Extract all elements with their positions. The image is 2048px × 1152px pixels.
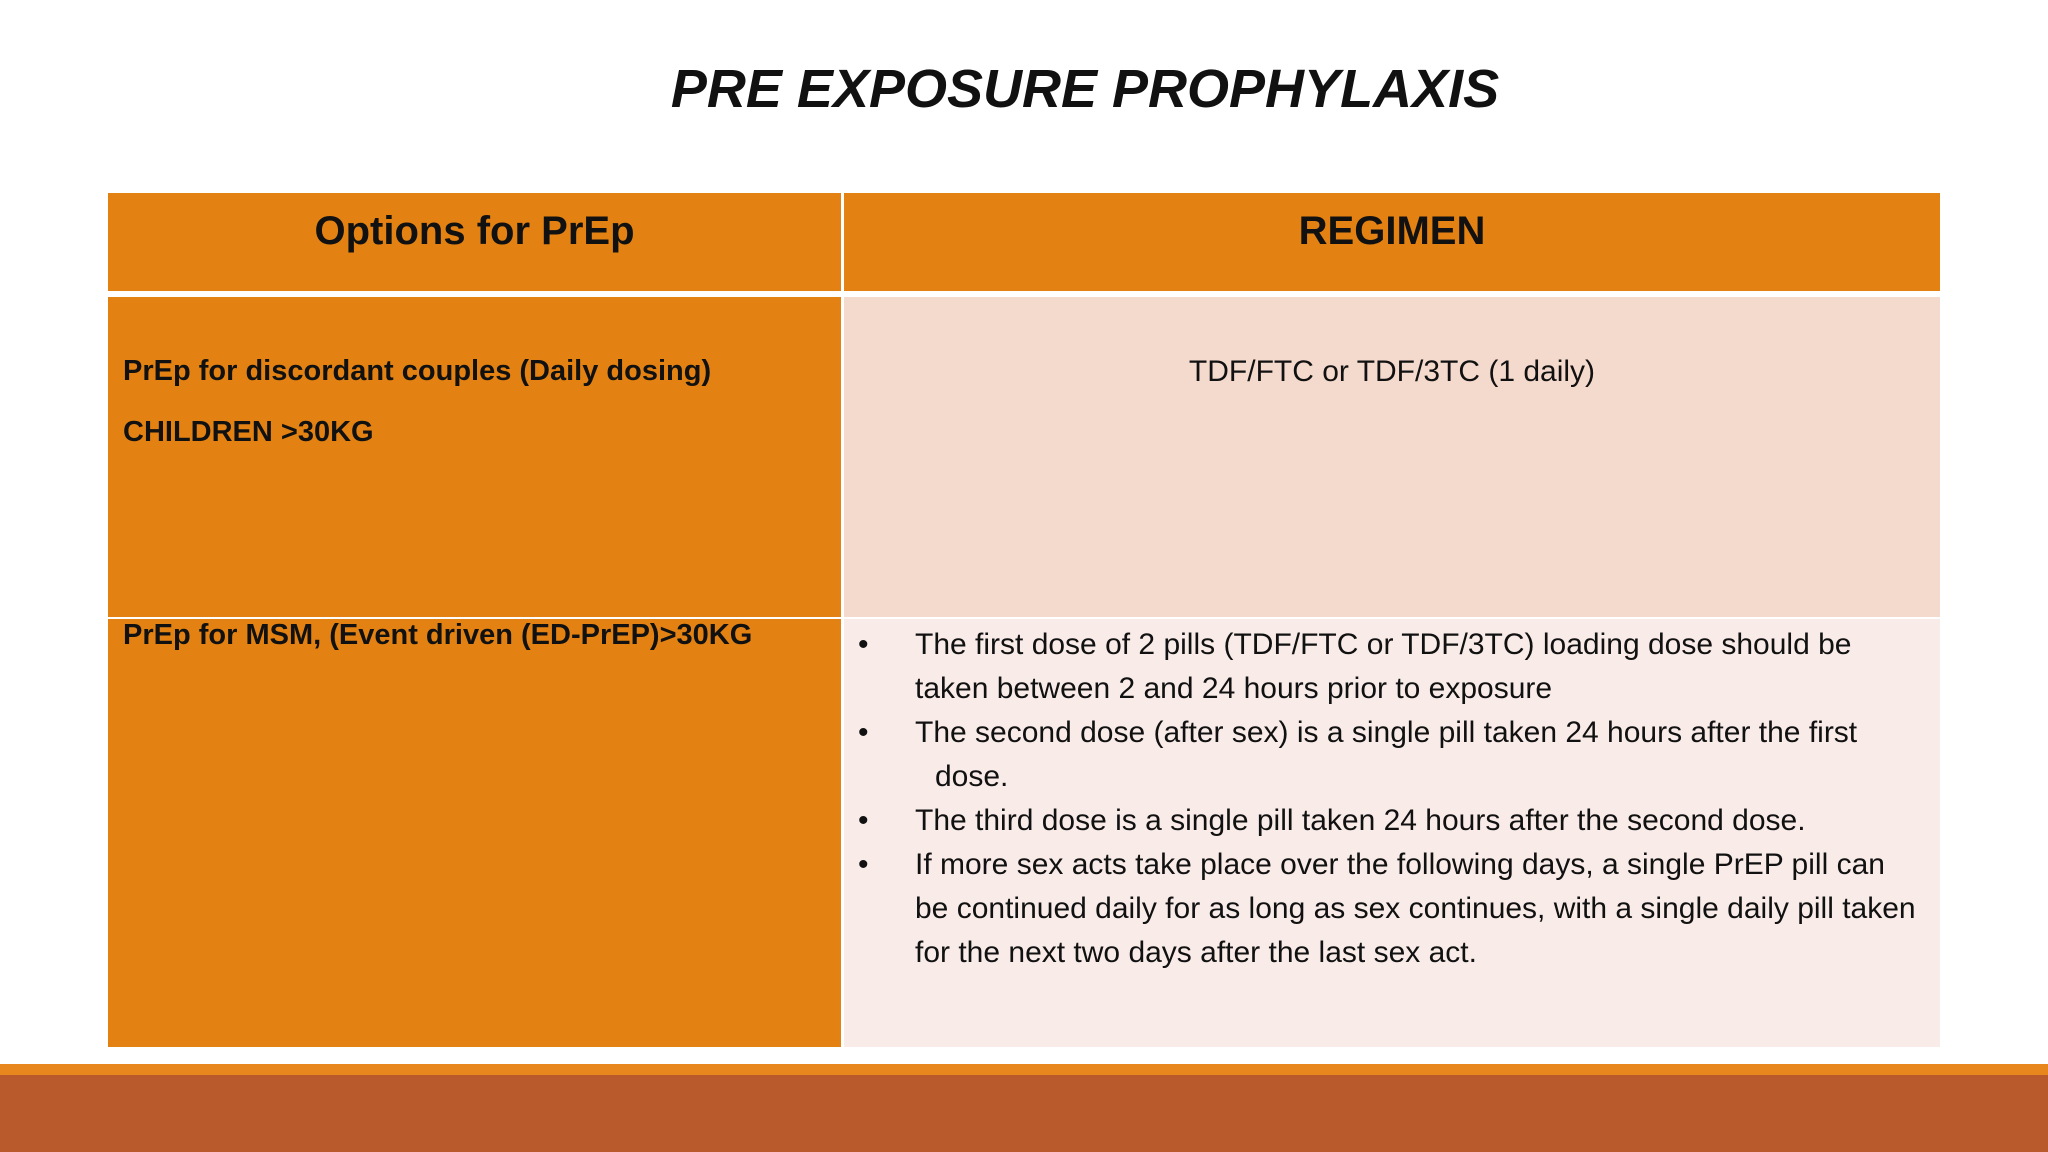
regimen-bullet xyxy=(844,843,1920,975)
bullet-dot-icon: • xyxy=(858,804,869,837)
row2-option-line1: PrEp for MSM, (Event driven (ED-PrEP)>30KG xyxy=(123,619,753,651)
row1-option-line2: CHILDREN >30KG xyxy=(123,416,374,448)
regimen-bullet-text: The third dose is a single pill taken 24 hours after the second dose. xyxy=(915,804,1806,837)
header-regimen-label: REGIMEN xyxy=(1298,209,1486,253)
header-options-cell xyxy=(108,193,841,291)
header-regimen-cell xyxy=(844,193,1940,291)
regimen-bullet-text: The first dose of 2 pills (TDF/FTC or TDF/3TC) loading dose should be taken between 2 and 24 hours prior to exposure xyxy=(915,628,1852,705)
prep-table xyxy=(108,193,1940,1047)
row1-regimen-text: TDF/FTC or TDF/3TC (1 daily) xyxy=(1188,355,1596,388)
row1-option-line1: PrEp for discordant couples (Daily dosing) xyxy=(123,355,712,387)
bullet-dot-icon: • xyxy=(858,848,869,881)
regimen-bullet-text: If more sex acts take place over the following days, a single PrEP pill can be continued daily for as long as sex continues, with a single daily pill taken for the next two days after the last sex act. xyxy=(915,848,1916,969)
row2-regimen-bullets xyxy=(844,623,1920,975)
row1-option-cell xyxy=(108,297,841,617)
row1-regimen-cell xyxy=(844,297,1940,617)
bullet-dot-icon: • xyxy=(858,628,869,661)
regimen-bullet-text: The second dose (after sex) is a single pill taken 24 hours after the first xyxy=(915,716,1858,749)
regimen-bullet xyxy=(844,799,1920,843)
slide-title: PRE EXPOSURE PROPHYLAXIS xyxy=(670,59,1500,119)
row2-regimen-cell xyxy=(844,619,1940,1047)
regimen-bullet xyxy=(844,711,1920,799)
header-options-label: Options for PrEp xyxy=(314,209,635,253)
regimen-bullet-continuation: dose. xyxy=(935,760,1009,793)
footer-bar xyxy=(0,1075,2048,1152)
regimen-bullet xyxy=(844,623,1920,711)
bullet-dot-icon: • xyxy=(858,716,869,749)
footer-stripe xyxy=(0,1064,2048,1075)
row2-option-cell xyxy=(108,619,841,1047)
